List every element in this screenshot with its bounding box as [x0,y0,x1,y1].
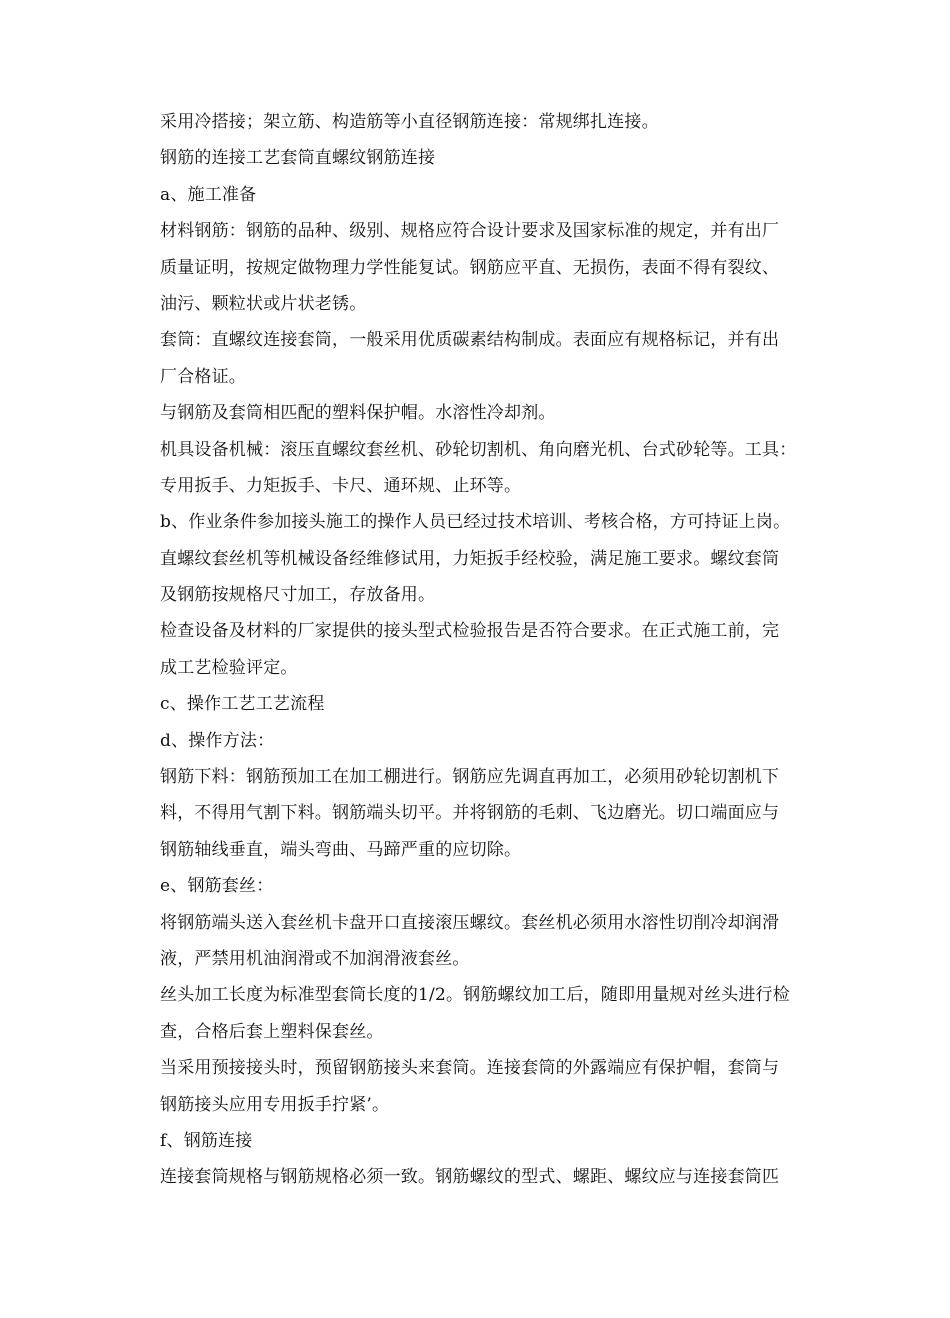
text-line: 料，不得用气割下料。钢筋端头切平。并将钢筋的毛刺、飞边磨光。切口端面应与 [160,803,780,824]
text-line: 直螺纹套丝机等机械设备经维修试用，力矩扳手经校验，满足施工要求。螺纹套筒 [160,548,780,569]
section-heading: e、钢筋套丝： [160,876,274,897]
text-line: 专用扳手、力矩扳手、卡尺、通环规、止环等。 [160,475,522,496]
text-line: 丝头加工长度为标准型套筒长度的1/2。钢筋螺纹加工后，随即用量规对丝头进行检 [160,985,790,1006]
text-line: 采用冷搭接；架立筋、构造筋等小直径钢筋连接：常规绑扎连接。 [160,112,659,132]
text-line: 连接套筒规格与钢筋规格必须一致。钢筋螺纹的型式、螺距、螺纹应与连接套筒匹 [160,1167,780,1188]
section-heading: f、钢筋连接 [160,1130,253,1151]
section-heading: b、作业条件参加接头施工的操作人员已经过技术培训、考核合格，方可持证上岗。 [160,512,791,533]
text-line: 查，合格后套上塑料保套丝。 [160,1021,384,1042]
section-heading: a、施工准备 [160,184,257,205]
text-line: 将钢筋端头送入套丝机卡盘开口直接滚压螺纹。套丝机必须用水溶性切削冷却润滑 [160,912,780,933]
text-line: 套筒：直螺纹连接套筒，一般采用优质碳素结构制成。表面应有规格标记，并有出 [160,330,780,351]
text-line: 厂合格证。 [160,366,246,387]
text-line: 与钢筋及套筒相匹配的塑料保护帽。水溶性冷却剂。 [160,403,556,424]
section-heading: d、操作方法： [160,730,275,751]
text-line: 检查设备及材料的厂家提供的接头型式检验报告是否符合要求。在正式施工前，完 [160,621,780,642]
document-body [160,104,860,1196]
text-line: 液，严禁用机油润滑或不加润滑液套丝。 [160,948,470,969]
text-line: 钢筋接头应用专用扳手拧紧’。 [160,1094,390,1115]
text-line: 钢筋轴线垂直，端头弯曲、马蹄严重的应切除。 [160,839,522,860]
text-line: 钢筋的连接工艺套筒直螺纹钢筋连接 [160,148,436,169]
text-line: 机具设备机械：滚压直螺纹套丝机、砂轮切割机、角向磨光机、台式砂轮等。工具： [160,439,797,460]
text-line: 质量证明，按规定做物理力学性能复试。钢筋应平直、无损伤，表面不得有裂纹、 [160,257,780,278]
text-line: 钢筋下料：钢筋预加工在加工棚进行。钢筋应先调直再加工，必须用砂轮切割机下 [160,767,780,788]
text-line: 及钢筋按规格尺寸加工，存放备用。 [160,585,436,606]
section-heading: c、操作工艺工艺流程 [160,694,325,715]
text-line: 成工艺检验评定。 [160,657,298,678]
text-line: 材料钢筋：钢筋的品种、级别、规格应符合设计要求及国家标准的规定，并有出厂 [160,221,780,242]
text-line: 当采用预接接头时，预留钢筋接头来套筒。连接套筒的外露端应有保护帽，套筒与 [160,1058,780,1079]
text-line: 油污、颗粒状或片状老锈。 [160,293,367,314]
